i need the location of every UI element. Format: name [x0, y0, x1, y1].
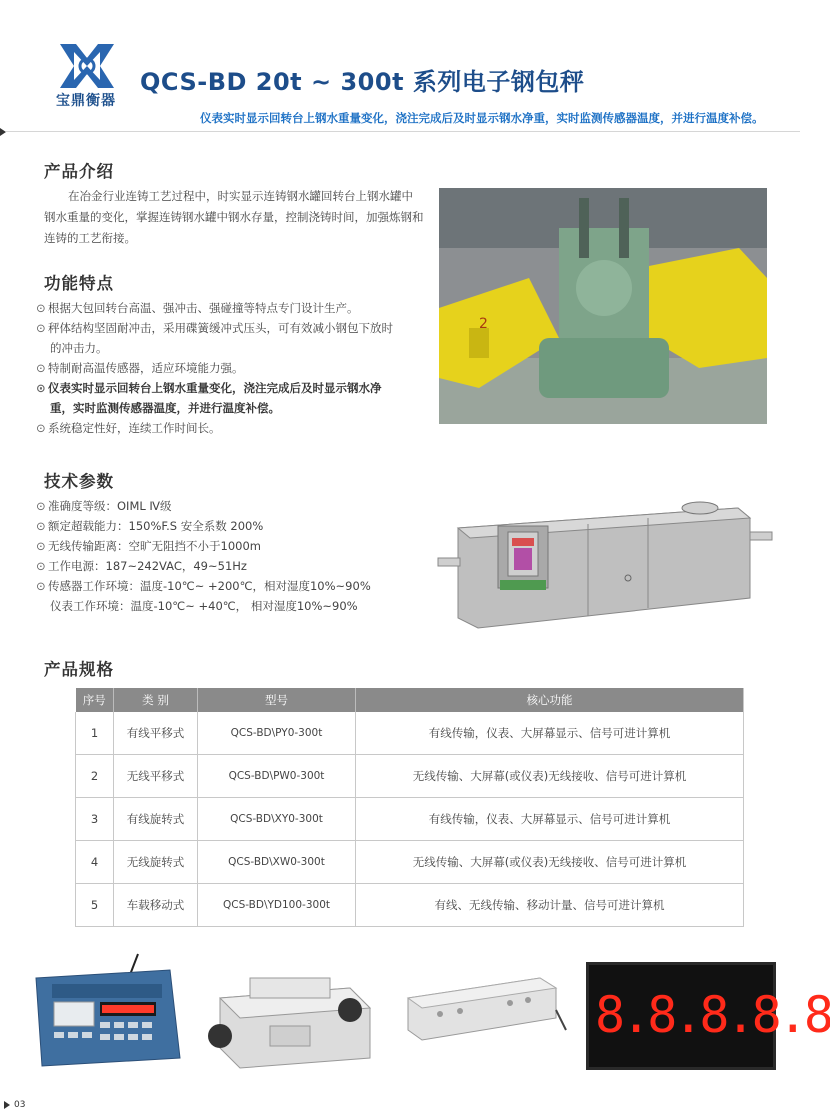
column-header: 型号 [198, 688, 356, 712]
page-marker-icon [4, 1101, 10, 1109]
list-item: ⊙ 准确度等级：OIML Ⅳ级 [36, 499, 172, 513]
table-cell: 1 [76, 712, 114, 755]
tech-heading: 技术参数 [44, 472, 114, 491]
ladle-turret-photo [439, 188, 767, 424]
beam-sensor-image [400, 948, 570, 1098]
arrow-marker-icon [0, 128, 6, 136]
table-cell: 有线传输，仪表、大屏幕显示、信号可进计算机 [356, 798, 744, 841]
page-subtitle: 仪表实时显示回转台上钢水重量变化，浇注完成后及时显示钢水净重，实时监测传感器温度，并进行温度补偿。 [200, 111, 764, 125]
table-row [76, 841, 744, 884]
table-cell: QCS-BD\XY0-300t [198, 798, 356, 841]
table-row [76, 712, 744, 755]
table-cell: 无线传输、大屏幕(或仪表)无线接收、信号可进计算机 [356, 841, 744, 884]
table-cell: 有线传输，仪表、大屏幕显示、信号可进计算机 [356, 712, 744, 755]
features-heading: 功能特点 [44, 274, 114, 293]
led-digits: 8.8.8.8.8 [595, 986, 830, 1044]
header-divider [6, 131, 800, 132]
intro-text: 在冶金行业连铸工艺过程中，时实显示连铸钢水罐回转台上钢水罐中钢水重量的变化，掌握连铸钢水罐中钢水存量，控制浇铸时间，加强炼钢和连铸的工艺衔接。 [44, 189, 424, 245]
weighing-indicator-image [30, 948, 190, 1098]
table-cell: QCS-BD\PW0-300t [198, 755, 356, 798]
column-header: 类 别 [114, 688, 198, 712]
table-header-row [76, 688, 744, 712]
list-item: ⊙ 系统稳定性好，连续工作时间长。 [36, 421, 221, 435]
table-cell: 车载移动式 [114, 884, 198, 927]
column-header: 序号 [76, 688, 114, 712]
table-cell: 2 [76, 755, 114, 798]
list-item: ⊙ 无线传输距离：空旷无阻挡不小于1000m [36, 539, 261, 553]
scale-body-diagram [438, 488, 772, 638]
table-cell: 无线旋转式 [114, 841, 198, 884]
list-item: ⊙ 根据大包回转台高温、强冲击、强碰撞等特点专门设计生产。 [36, 301, 359, 315]
tech-list [36, 496, 436, 616]
page-number: 03 [14, 1100, 26, 1110]
table-row [76, 798, 744, 841]
brand-name: 宝鼎衡器 [56, 93, 116, 109]
brand-logo-icon [56, 40, 118, 92]
table-cell: QCS-BD\PY0-300t [198, 712, 356, 755]
table-row [76, 755, 744, 798]
list-item: ⊙ 仪表实时显示回转台上钢水重量变化，浇注完成后及时显示钢水净 [36, 381, 382, 395]
led-display-image [586, 962, 830, 1070]
list-item: 的冲击力。 [50, 341, 108, 355]
table-cell: QCS-BD\YD100-300t [198, 884, 356, 927]
table-cell: QCS-BD\XW0-300t [198, 841, 356, 884]
list-item: ⊙ 传感器工作环境：温度-10℃~ +200℃，相对湿度10%~90% [36, 579, 371, 593]
table-row [76, 884, 744, 927]
table-cell: 无线平移式 [114, 755, 198, 798]
list-item: ⊙ 秤体结构坚固耐冲击，采用碟簧缓冲式压头，可有效减小钢包下放时 [36, 321, 393, 335]
intro-heading: 产品介绍 [44, 162, 114, 181]
list-item: ⊙ 特制耐高温传感器，适应环境能力强。 [36, 361, 244, 375]
table-cell: 有线、无线传输、移动计量、信号可进计算机 [356, 884, 744, 927]
table-cell: 4 [76, 841, 114, 884]
svg-text:2: 2 [479, 316, 488, 332]
spec-heading: 产品规格 [44, 660, 114, 679]
spec-table [75, 688, 744, 927]
table-cell: 3 [76, 798, 114, 841]
table-cell: 无线传输、大屏幕(或仪表)无线接收、信号可进计算机 [356, 755, 744, 798]
table-cell: 有线旋转式 [114, 798, 198, 841]
load-cell-module-image [200, 948, 380, 1098]
list-item: ⊙ 额定超载能力：150%F.S 安全系数 200% [36, 519, 264, 533]
list-item: ⊙ 工作电源：187~242VAC，49~51Hz [36, 559, 247, 573]
column-header: 核心功能 [356, 688, 744, 712]
features-list [36, 298, 436, 438]
table-cell: 5 [76, 884, 114, 927]
page-title: QCS-BD 20t ~ 300t 系列电子钢包秤 [140, 68, 585, 96]
list-item: 仪表工作环境：温度-10℃~ +40℃， 相对湿度10%~90% [50, 599, 358, 613]
table-cell: 有线平移式 [114, 712, 198, 755]
list-item: 重，实时监测传感器温度，并进行温度补偿。 [50, 401, 280, 415]
